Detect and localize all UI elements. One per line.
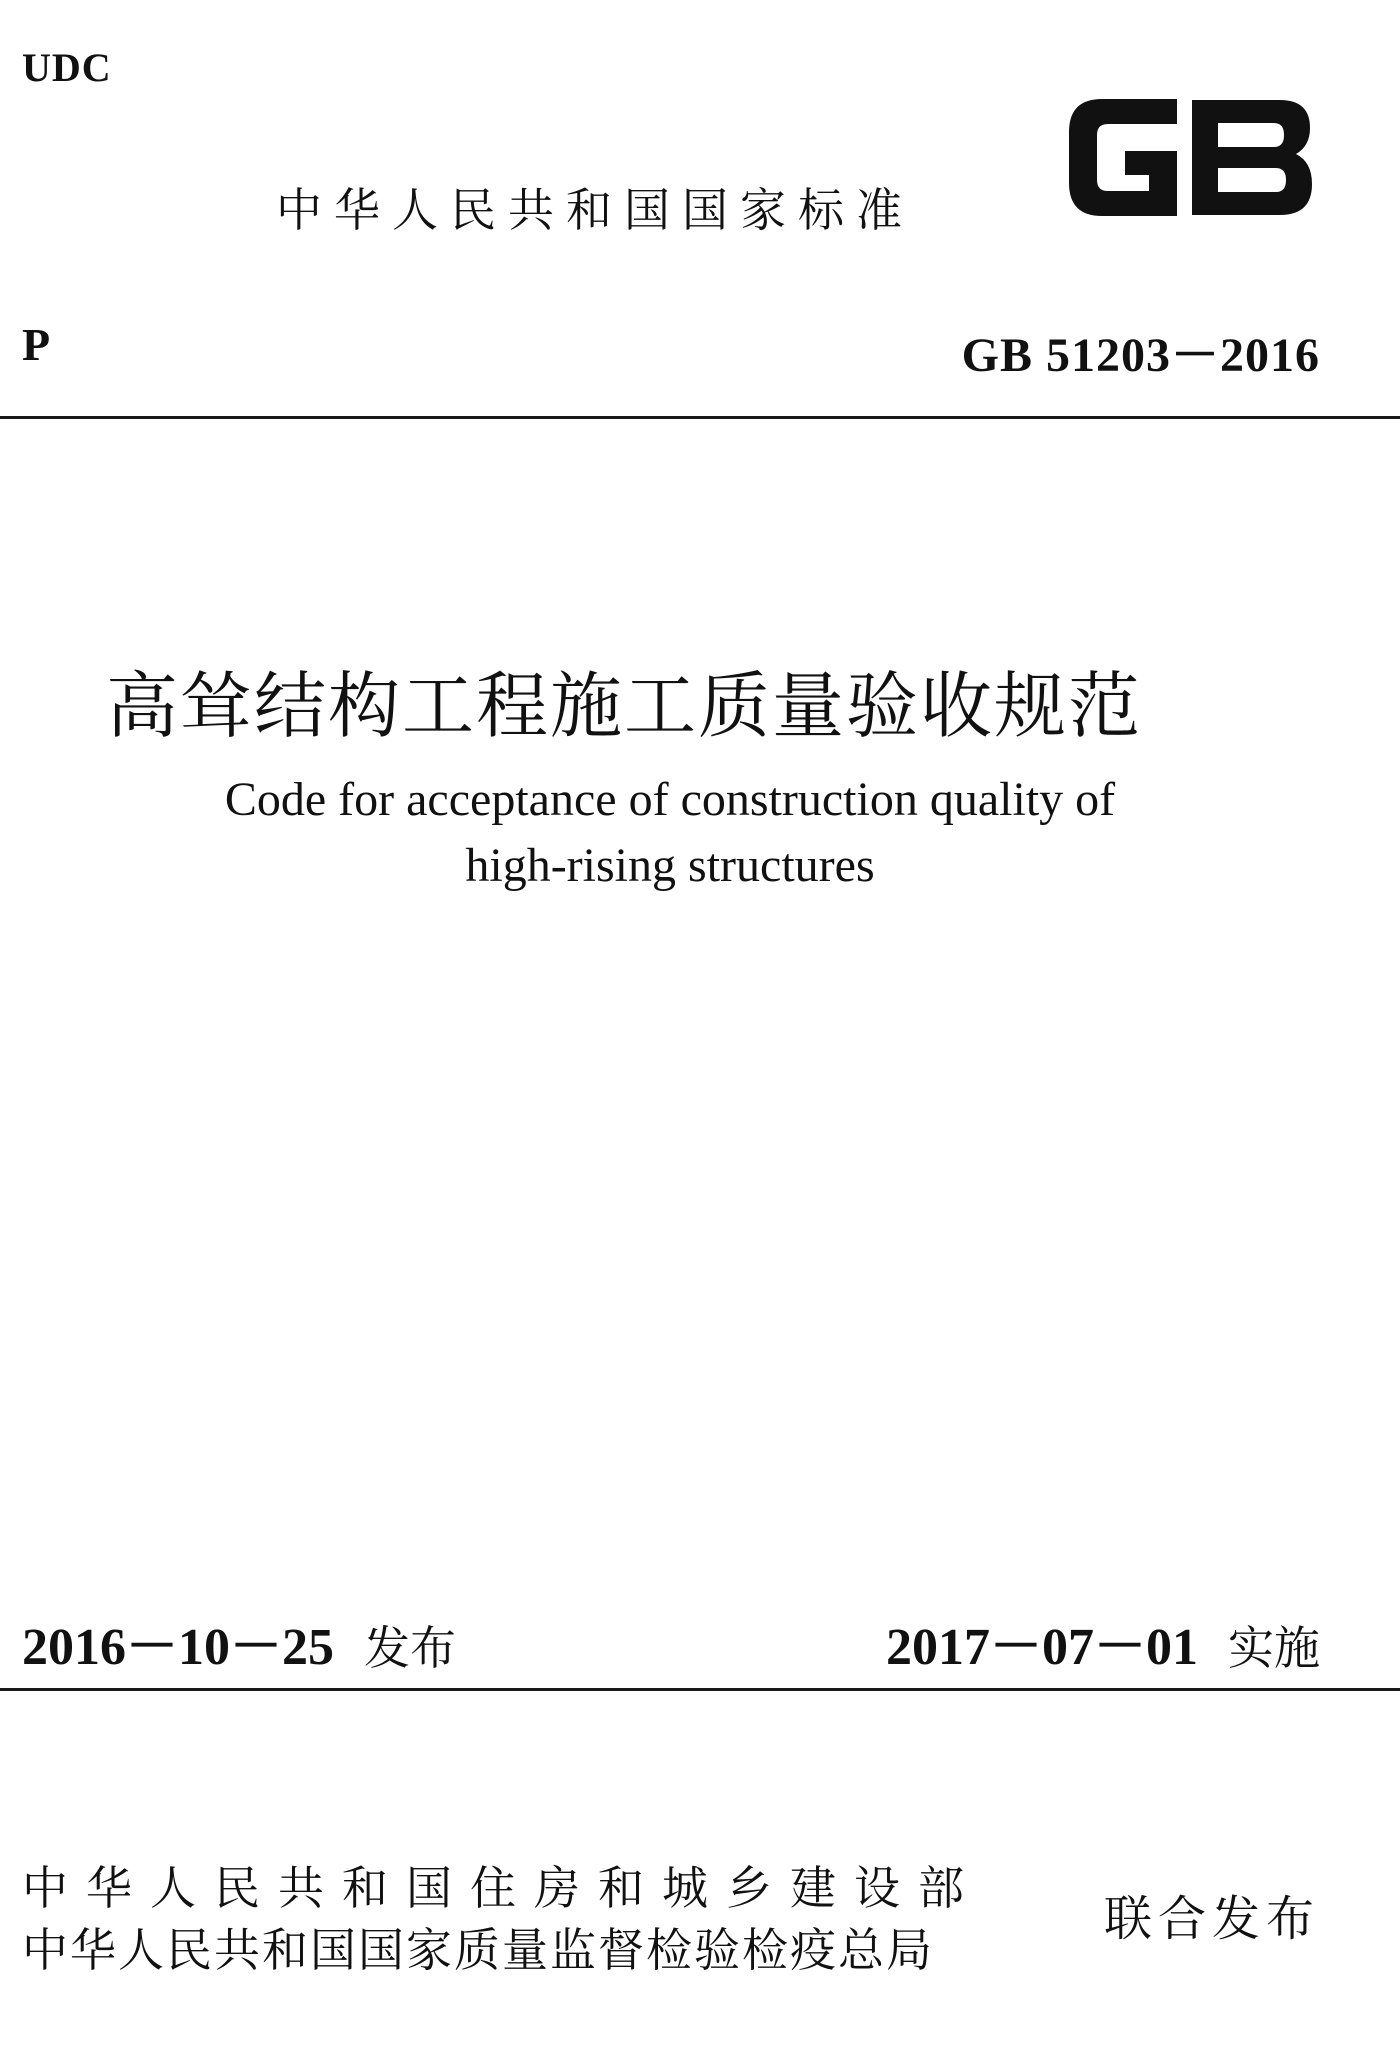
gb-logo-b	[1192, 100, 1312, 215]
issue-date-block	[22, 1604, 456, 1679]
publisher-aqsiq: 中华人民共和国国家质量监督检验检疫总局	[22, 1923, 934, 1977]
bottom-divider	[0, 1688, 1400, 1691]
title-english-line1: Code for acceptance of construction quality of	[224, 773, 1116, 826]
issue-date: 2016－10－25	[22, 1619, 335, 1676]
effective-date-block	[886, 1604, 1320, 1679]
effective-label: 实施	[1228, 1621, 1320, 1675]
publisher-ministry: 中华人民共和国住房和城乡建设部	[22, 1861, 982, 1915]
joint-publish-label: 联合发布	[1103, 1891, 1320, 1947]
top-divider	[0, 416, 1400, 419]
gb-logo-g	[1070, 100, 1176, 215]
udc-label: UDC	[22, 45, 112, 90]
national-standard-heading: 中华人民共和国国家标准	[276, 183, 914, 237]
issue-label: 发布	[364, 1621, 457, 1675]
gb-logo	[1058, 90, 1320, 225]
title-english-line2: high-rising structures	[465, 839, 875, 892]
category-code: P	[22, 319, 51, 370]
standard-number: GB 51203－2016	[961, 329, 1320, 382]
effective-date: 2017－07－01	[885, 1619, 1198, 1676]
title-chinese: 高耸结构工程施工质量验收规范	[106, 664, 1143, 748]
